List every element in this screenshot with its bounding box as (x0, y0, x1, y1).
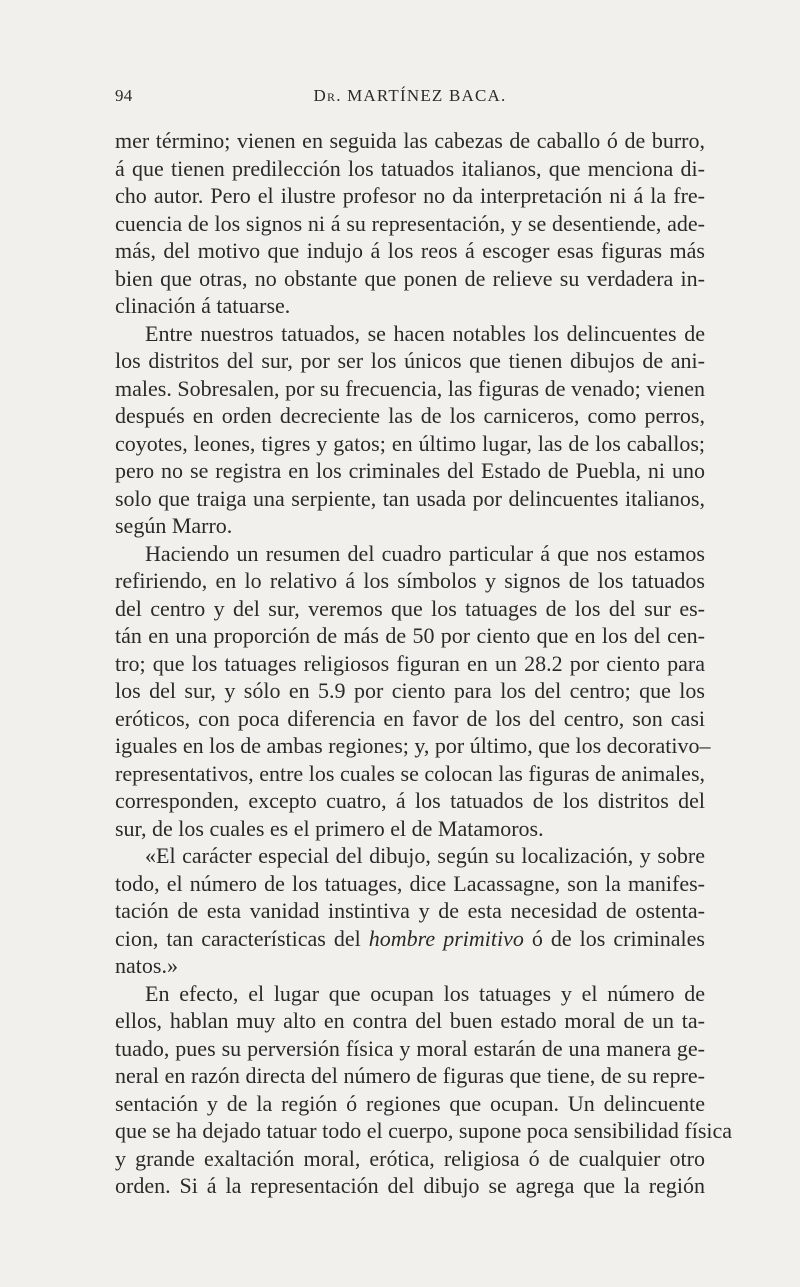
page-number: 94 (115, 86, 133, 105)
text-line: clinación á tatuarse. (115, 293, 291, 318)
text-fragment: ó de los criminales (531, 925, 705, 951)
text-line: ellos, hablan muy alto en contra del buen estado moral de un ta- (115, 1008, 705, 1033)
page-header (115, 86, 705, 110)
text-line: más, del motivo que indujo á los reos á escoger esas figuras más (115, 238, 705, 263)
text-line: mer término; vienen en seguida las cabezas de caballo ó de burro, (115, 128, 705, 153)
text-line: solo que traiga una serpiente, tan usada por delincuentes italianos, (115, 485, 705, 511)
text-line: tán en una proporción de más de 50 por ciento que en los del cen- (115, 623, 705, 648)
text-line: males. Sobresalen, por su frecuencia, las figuras de venado; vienen (115, 375, 705, 401)
text-line: sur, de los cuales es el primero el de Matamoros. (115, 815, 544, 841)
text-line: orden. Si á la representación del dibujo se agrega que la región (115, 1173, 705, 1198)
text-line: «El carácter especial del dibujo, según su localización, y sobre (145, 843, 705, 868)
text-line: los distritos del sur, por ser los únicos que tienen dibujos de ani- (115, 348, 705, 373)
text-line: tro; que los tatuages religiosos figuran en un 28.2 por ciento para (115, 650, 705, 676)
running-head: Dr. MARTÍNEZ BACA. (313, 86, 507, 105)
text-line: eróticos, con poca diferencia en favor de los del centro, son casi (115, 705, 705, 731)
text-line: cho autor. Pero el ilustre profesor no da interpretación ni á la fre- (115, 183, 705, 208)
text-fragment: cion, tan características del (115, 925, 361, 951)
text-line: y grande exaltación moral, erótica, religiosa ó de cualquier otro (115, 1145, 705, 1171)
text-line: según Marro. (115, 513, 233, 538)
text-line: bien que otras, no obstante que ponen de relieve su verdadera in- (115, 265, 705, 291)
text-line: neral en razón directa del número de figuras que tiene, de su repre- (115, 1063, 705, 1088)
text-line: tación de esta vanidad instintiva y de esta necesidad de ostenta- (115, 898, 705, 923)
text-line: los del sur, y sólo en 5.9 por ciento para los del centro; que los (115, 678, 705, 703)
text-line: corresponden, excepto cuatro, á los tatuados de los distritos del (115, 788, 705, 813)
italic-phrase: hombre primitivo (368, 925, 524, 951)
text-line: representativos, entre los cuales se colocan las figuras de animales, (115, 760, 705, 786)
text-line-with-italic (115, 925, 705, 953)
text-line: Haciendo un resumen del cuadro particular á que nos estamos (145, 540, 705, 566)
text-line: del centro y del sur, veremos que los tatuages de los del sur es- (115, 595, 705, 621)
text-line: refiriendo, en lo relativo á los símbolos y signos de los tatuados (115, 568, 705, 593)
text-line: todo, el número de los tatuages, dice Lacassagne, son la manifes- (115, 870, 705, 896)
text-line: á que tienen predilección los tatuados italianos, que menciona di- (115, 155, 705, 181)
text-line: iguales en los de ambas regiones; y, por último, que los decorativo– (115, 733, 711, 758)
text-line: coyotes, leones, tigres y gatos; en último lugar, las de los caballos; (115, 430, 705, 456)
text-line: cuencia de los signos ni á su representación, y se desentiende, ade- (115, 210, 705, 236)
text-line: tuado, pues su perversión física y moral estarán de una manera ge- (115, 1035, 705, 1061)
text-line: después en orden decreciente las de los carniceros, como perros, (115, 403, 705, 428)
text-line: Entre nuestros tatuados, se hacen notables los delincuentes de (145, 320, 705, 346)
text-line: sentación y de la región ó regiones que ocupan. Un delincuente (115, 1090, 705, 1116)
text-line: En efecto, el lugar que ocupan los tatuages y el número de (145, 980, 705, 1006)
body-text (115, 127, 733, 1200)
text-line: natos.» (115, 953, 178, 978)
text-line: que se ha dejado tatuar todo el cuerpo, supone poca sensibilidad física (115, 1118, 733, 1143)
text-line: pero no se registra en los criminales del Estado de Puebla, ni uno (115, 458, 705, 483)
